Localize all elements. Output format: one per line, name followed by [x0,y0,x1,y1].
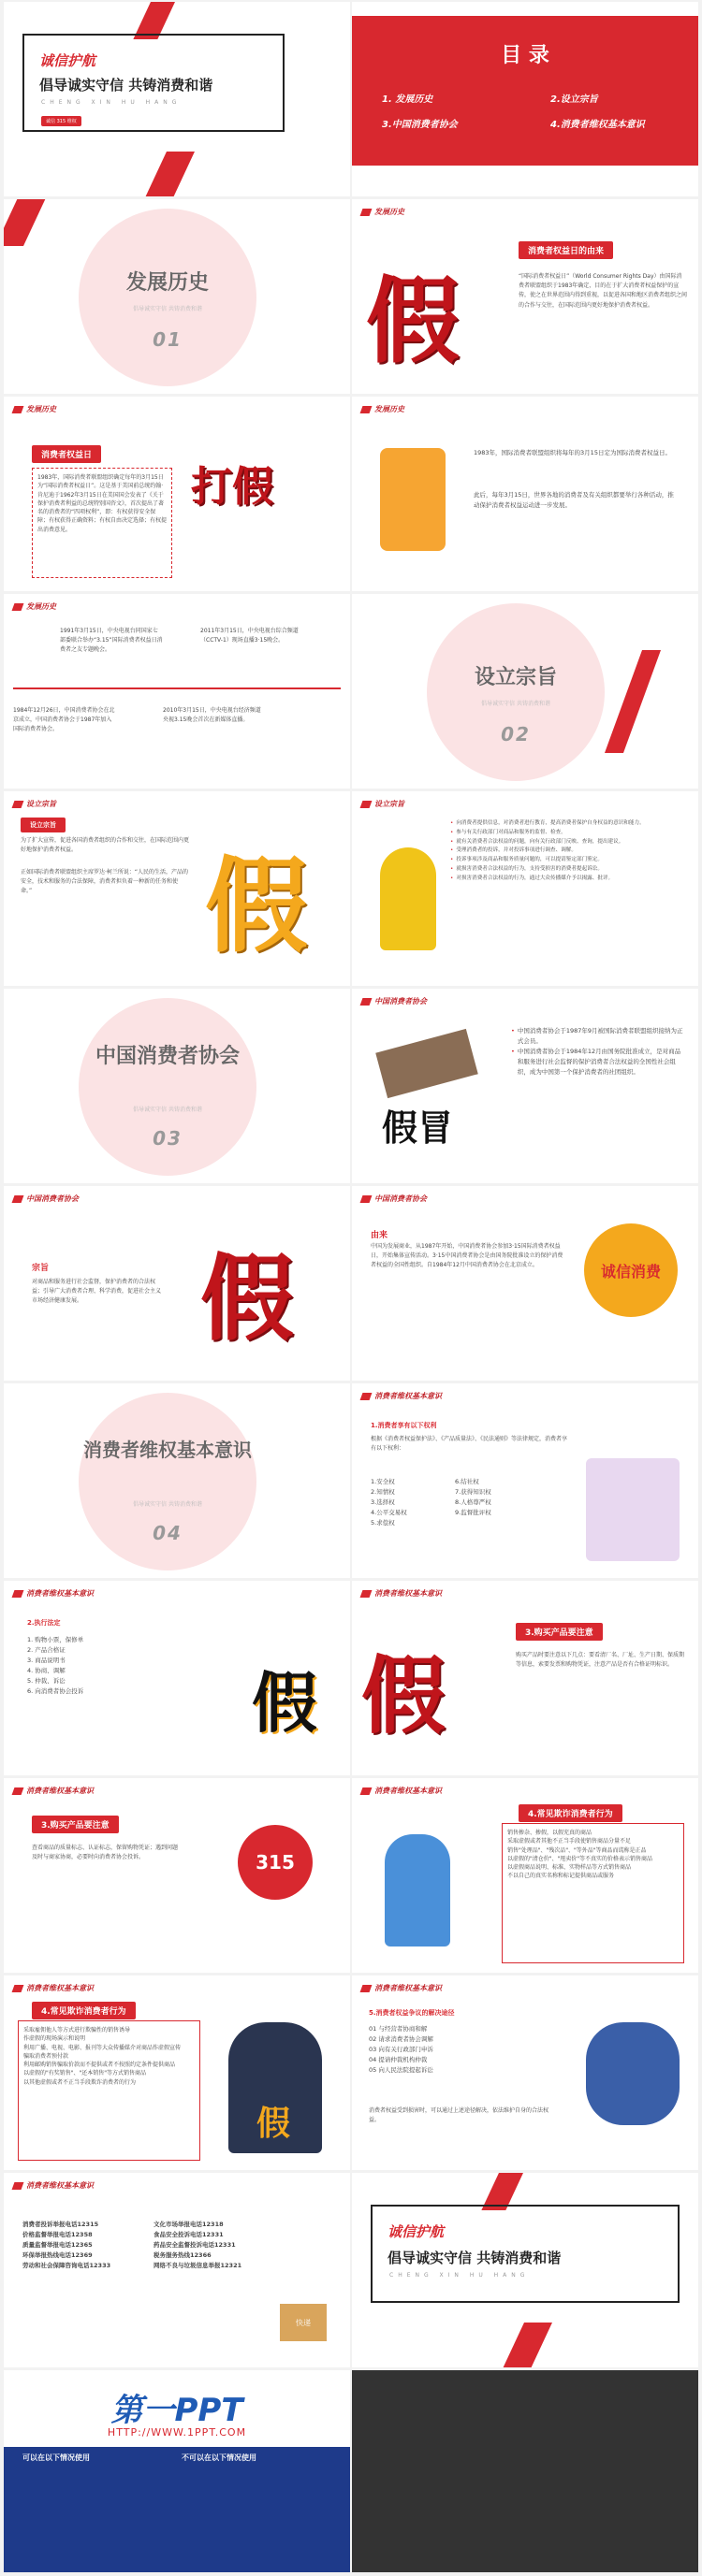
header-mark [360,1393,373,1400]
header-mark [12,603,24,611]
badge-315: 315 [238,1825,313,1900]
slide-timeline[interactable] [4,594,350,789]
ending-title: 倡导诚实守信 共铸消费和谐 [388,2250,562,2266]
ribbon-title: 4.常见欺诈消费者行为 [32,2002,136,2019]
header-mark [360,1195,373,1203]
decor-stripe [498,2323,552,2367]
list-item: 05 向人民法院提起诉讼 [369,2066,433,2075]
section-number: 01 [153,328,183,351]
section-subtitle: 倡导诚实守信 共铸消费和谐 [481,701,550,707]
ribbon-title: 消费者权益日 [32,445,101,463]
buy-2-text: 查看商品的质量标志、认证标志，保留购物凭证；遇到问题及时与商家协商，必要时向消费者协会投诉。 [32,1845,179,1861]
slide-hotlines[interactable] [4,2173,350,2367]
ribbon-title: 设立宗旨 [21,818,66,832]
list-item: 文化市场举报电话12318 [154,2221,224,2228]
section-title: 发展历史 [125,271,209,295]
toc-item-4[interactable]: 4.消费者维权基本意识 [550,120,645,130]
purpose-heading: 宗旨 [32,1264,50,1273]
slide-cca[interactable] [352,989,698,1183]
list-item: 04 提请仲裁机构仲裁 [369,2056,428,2064]
cca-list [511,1026,684,1078]
section-number: 03 [153,1127,183,1150]
header-mark [360,1590,373,1598]
ribbon-title: 消费者权益日的由来 [519,241,613,259]
list-item: • 受理消费者的投诉，并对投诉事项进行调查、调解。 [450,847,577,854]
list-item: 1.安全权 [371,1478,395,1485]
header-mark [12,801,24,808]
package-illustration: 快递 [280,2304,327,2341]
list-item: 4. 协商、调解 [27,1667,66,1675]
list-item: 01 与经营者协商和解 [369,2025,428,2033]
fake-graphic: 假冒 [382,1107,454,1149]
rights-intro: 根据《消费者权益保护法》、《产品质量法》、《民法通则》等法律规定，消费者享有以下权利： [371,1436,568,1453]
list-item: 税务服务热线12366 [154,2251,212,2260]
list-item: 食品安全投诉电话12331 [154,2231,224,2239]
cca-purpose-text: 对商品和服务进行社会监督，保护消费者的合法权益；引导广大消费者合理、科学消费，促进社会主义市场经济健康发展。 [32,1279,162,1305]
header-mark [12,1195,24,1203]
timeline-1991: 1991年3月15日，中央电视台同国家七部委联合举办“3.15”国际消费者权益日消费者之友专题晚会。 [60,628,163,654]
section-title: 中国消费者协会 [95,1045,240,1068]
header-mark [12,1985,24,1992]
list-item: 3.选择权 [371,1498,395,1507]
worker-illustration [380,448,446,551]
section-subtitle: 倡导诚实守信 共铸消费和谐 [133,1107,202,1113]
fake-graphic: 假 [200,1243,294,1353]
list-item: 5.求偿权 [371,1519,395,1527]
ribbon-title: 3.购买产品要注意 [516,1623,603,1641]
list-item: 6.结社权 [455,1478,479,1485]
text-1983-p1: 1983年，国际消费者联盟组织将每年的3月15日定为国际消费者权益日。 [474,449,671,456]
slide-header: 消费者维权基本意识 [361,1588,442,1599]
timeline-2010: 2010年3月15日，中央电视台经济频道央视3.15晚会首次在新媒体直播。 [163,707,261,724]
ribbon-title: 3.购买产品要注意 [32,1816,119,1833]
timeline-axis [13,687,341,689]
list-item: 采取雇佣他人等方式进行欺骗性的销售诱导 [23,2027,131,2033]
toc-item-2[interactable]: 2.设立宗旨 [550,94,598,105]
list-item: 利用广播、电视、电影、报刊等大众传播媒介对商品作虚假宣传 [23,2044,182,2051]
rights-heading: 1.消费者享有以下权利 [371,1422,437,1429]
timeline-2011: 2011年3月15日，中央电视台综合频道（CCTV-1）现场直播3·15晚会。 [200,628,299,644]
toc-title: 目 录 [501,44,549,67]
cover-tag: 诚信 315 维权 [41,116,81,126]
slide-header: 中国消费者协会 [13,1194,79,1204]
section-number: 02 [501,723,531,745]
list-item: 3. 商品说明书 [27,1657,66,1665]
slide-buy-2[interactable] [4,1778,350,1973]
header-mark [360,998,373,1006]
list-item: • 对损害消费者合法权益的行为，通过大众传播媒介予以揭露、批评。 [450,875,614,881]
slide-header: 中国消费者协会 [361,996,427,1006]
list-item: • 向消费者提供信息，对消费者进行教育，提高消费者保护自身权益的意识和能力。 [450,820,645,826]
slide-header: 消费者维权基本意识 [13,1983,94,1993]
empty-cell [352,2370,698,2572]
header-mark [360,209,373,216]
slide-header: 消费者维权基本意识 [361,1391,442,1401]
list-item: 5. 仲裁、诉讼 [27,1677,66,1686]
fake-graphic: 假 [252,1664,317,1742]
slide-rights[interactable] [352,1383,698,1578]
list-item: • 中国消费者协会于1984年12月由国务院批准成立，是对商品和服务进行社会监督的保护消费者合法权益的全国性社会组织，成为中国第一个保护消费者的社团组织。 [511,1048,681,1077]
slide-cover[interactable] [4,2,350,196]
list-item: 2.知情权 [371,1488,395,1497]
decor-stripe [140,152,195,196]
hotline-list-left [22,2220,144,2271]
cover-pinyin: CHENG XIN HU HANG [41,99,182,106]
list-item: 以其他虚假或者不正当手段欺诈消费者的行为 [23,2078,137,2086]
list-item: 03 向有关行政部门申诉 [369,2046,433,2054]
ending-logo: 诚信护航 [388,2223,445,2240]
ad-left-title: 可以在以下情况使用 [22,2453,90,2462]
list-item: 骗取消费者预付款 [23,2052,69,2060]
solve-list [369,2024,547,2076]
slide-buy[interactable] [352,1581,698,1775]
solve-heading: 5.消费者权益争议的解决途径 [369,2009,455,2017]
cover-title: 倡导诚实守信 共铸消费和谐 [39,77,213,94]
slide-section-04[interactable] [4,1383,350,1578]
slide-header: 中国消费者协会 [361,1194,427,1204]
list-item: 药品安全监督投诉电话12331 [154,2241,236,2250]
slide-section-01[interactable] [4,199,350,394]
slide-cca-origin[interactable] [352,1186,698,1381]
list-item: 价格监督举报电话12358 [22,2231,93,2239]
slide-header: 消费者维权基本意识 [361,1786,442,1796]
section-title: 消费者维权基本意识 [83,1439,252,1461]
timeline-1984: 1984年12月26日，中国消费者协会在北京成立，中国消费者协会于1987年加入国际消费者协会。 [13,707,115,733]
ribbon-title: 4.常见欺诈消费者行为 [519,1804,622,1822]
buy-text: 购买产品时要注意以下几点：要看清厂名、厂址、生产日期、保质期等信息，索要发票和购物凭证，注意产品是否有合格证明标识。 [516,1652,685,1669]
list-item: 销售掺杂、掺假，以假充真的商品 [507,1830,592,1836]
slide-header: 发展历史 [361,404,404,414]
rights-list-2 [455,1477,558,1518]
ad-footer [4,2447,350,2572]
list-item: 环保举报热线电话12369 [22,2251,93,2260]
section-subtitle: 倡导诚实守信 共铸消费和谐 [133,1501,202,1508]
slide-ad[interactable] [4,2370,350,2572]
slide-goals[interactable] [352,791,698,986]
hotline-list-right [154,2220,275,2271]
list-item: 以虚假的"有奖销售"、"还本销售"等方式销售商品 [23,2070,147,2077]
solve-text: 消费者权益受到损害时，可以通过上述途径解决，依法维护自身的合法权益。 [369,2107,549,2124]
list-item: 以虚假商品说明、标准、实物样品等方式销售商品 [507,1864,632,1872]
list-item: 9.监督批评权 [455,1509,491,1517]
list-item: 采取虚假或者其他不正当手段使销售商品分量不足 [507,1838,632,1845]
slide-cca-purpose[interactable] [4,1186,350,1381]
badge-315: 诚信消费 [584,1223,678,1317]
list-item: 4.公平交易权 [371,1509,407,1517]
slide-toc[interactable] [352,2,698,196]
notice-list [27,1635,158,1697]
slide-solve[interactable] [352,1975,698,2170]
header-mark [12,1590,24,1598]
slide-notice[interactable] [4,1581,350,1775]
header-mark [360,406,373,413]
fraud-box [502,1823,684,1963]
header-mark [360,801,373,808]
header-mark [12,1787,24,1795]
toc-item-3[interactable]: 3.中国消费者协会 [382,120,458,130]
list-item: 劳动和社会保障咨询电话12333 [22,2262,111,2270]
list-item: • 投诉事项涉及商品和服务质量问题的，可以提请鉴定部门鉴定。 [450,857,603,863]
slide-rights-day[interactable] [4,397,350,591]
list-item: 不以自己的真实名称和标记提供商品或服务 [507,1873,615,1880]
decor-stripe [4,199,50,246]
list-item: 02 请求消费者协会调解 [369,2035,433,2044]
header-mark [360,1787,373,1795]
list-item: 作虚假的现场演示和说明 [23,2035,86,2043]
ending-pinyin: CHENG XIN HU HANG [389,2272,530,2279]
notice-heading: 2.执行法定 [27,1619,61,1627]
section-circle [427,603,605,781]
list-item: 8.人格尊严权 [455,1498,491,1507]
decor-stripe [605,650,661,753]
slide-1983[interactable] [352,397,698,591]
cover-logo: 诚信护航 [39,52,96,69]
rights-day-text: 1983年，国际消费者联盟组织确定每年的3月15日为“国际消费者权益日”。这是基于美国前总统约翰·肯尼迪于1962年3月15日在美国国会发表了《关于保护消费者利益的总统特别国咨文》，首次提出了著名的消费者的“四项权利”，即：有权获得安全保障；有权获得正确资料；有权自由决定选择；有权提出消费意见。 [32,468,172,578]
text-1983-p2: 此后，每年3月15日，世界各地的消费者及有关组织都要举行各种活动，推动保护消费者权益运动进一步发展。 [474,491,674,510]
list-item: 2. 产品合格证 [27,1646,66,1655]
slide-section-02[interactable] [352,594,698,789]
slide-header: 消费者维权基本意识 [13,1786,94,1796]
shopping-illustration [586,1458,680,1561]
ad-brand: 第一PPT [110,2392,243,2429]
list-item: 消费者投诉举报电话12315 [22,2221,99,2228]
slide-ending[interactable] [352,2173,698,2367]
cca-origin-text: 中国为发展商业，从1987年开始，中国消费者协会参加3·15国际消费者权益日，开始集体宣传活动。3·15中国消费者协会是由国务院批准设立的保护消费者权益的全国性组织。自1984年12月中国消费者协会在北京成立。 [371,1243,563,1269]
slide-header: 消费者维权基本意识 [13,2180,94,2191]
slide-fraud-2[interactable] [4,1975,350,2170]
fake-graphic: 假 [361,1646,446,1745]
origin-heading: 由来 [371,1231,388,1240]
section-number: 04 [153,1522,183,1544]
header-mark [12,2182,24,2190]
list-item: 质量监督举报电话12365 [22,2241,93,2250]
toc-item-1[interactable]: 1. 发展历史 [382,94,433,105]
slide-fraud[interactable] [352,1778,698,1973]
slide-header: 设立宗旨 [13,799,56,809]
list-item: 销售"处理品"、"残次品"、"等外品"等商品而谎称是正品 [507,1846,647,1854]
goals-list [450,819,689,883]
list-item: 7.获得知识权 [455,1488,491,1497]
list-item: • 中国消费者协会于1987年9月被国际消费者联盟组织接纳为正式会员。 [511,1027,683,1046]
section-circle [79,209,256,386]
section-subtitle: 倡导诚实守信 共铸消费和谐 [133,306,202,312]
hero-illustration [380,847,436,950]
slide-header: 发展历史 [13,404,56,414]
list-item: • 就损害消费者合法权益的行为，支持受损害的消费者提起诉讼。 [450,865,603,872]
hammer-illustration [375,1029,478,1098]
purpose-text: 为了扩大宣传，促进各国消费者组织的合作和交往，在国际范围内更好地保护消费者权益。 [21,837,190,854]
list-item: 1. 购物小票，保修单 [27,1636,84,1643]
list-item: 利用邮购销售骗取价款而不提供或者不按照约定条件提供商品 [23,2062,176,2069]
list-item: • 就有关消费者合法权益的问题，向有关行政部门反映、查询，提出建议。 [450,838,624,845]
ad-right-title: 不可以在以下情况使用 [182,2453,256,2462]
slide-header: 消费者维权基本意识 [361,1983,442,1993]
list-item: 6. 向消费者协会投诉 [27,1687,84,1696]
fake-graphic: 假 [366,266,460,376]
section-title: 设立宗旨 [474,666,557,689]
runner-illustration [586,2022,680,2125]
slide-header: 发展历史 [361,207,404,217]
slide-header: 设立宗旨 [361,799,404,809]
fraud-box [18,2020,200,2161]
rights-list-1 [371,1477,455,1528]
header-mark [360,1985,373,1992]
slide-origin[interactable] [352,199,698,394]
origin-text: “国际消费者权益日”（World Consumer Rights Day）由国际消费者联盟组织于1983年确定，目的在于扩大消费者权益保护的宣传，使之在世界范围内得到重视，以促进各国和地区消费者组织之间的合作与交往，在国际范围内更好地保护消费者权益。 [519,273,688,309]
person-illustration [385,1834,450,1946]
list-item: 网络不良与垃圾信息举报12321 [154,2262,242,2270]
header-mark [12,406,24,413]
slide-purpose[interactable] [4,791,350,986]
list-item: • 参与有关行政部门对商品和服务的监督、检查。 [450,829,566,835]
slide-header: 消费者维权基本意识 [13,1588,94,1599]
purpose-text-2: 正如国际消费者联盟组织主席罗达·柯兰所说：“人民的生活，产品的安全，技术和服务的合法保障，消费者担负着一种新的任务和使命。” [21,869,189,895]
ad-url[interactable]: HTTP://WWW.1PPT.COM [107,2426,247,2439]
slide-section-03[interactable] [4,989,350,1183]
slide-header: 发展历史 [13,601,56,612]
fake-graphic: 假 [205,846,308,966]
fake-graphic: 打假 [191,463,273,511]
fake-graphic: 假 [256,2104,291,2143]
list-item: 以虚假的"清仓价"、"甩卖价"等不真实的价格表示销售商品 [507,1855,653,1862]
